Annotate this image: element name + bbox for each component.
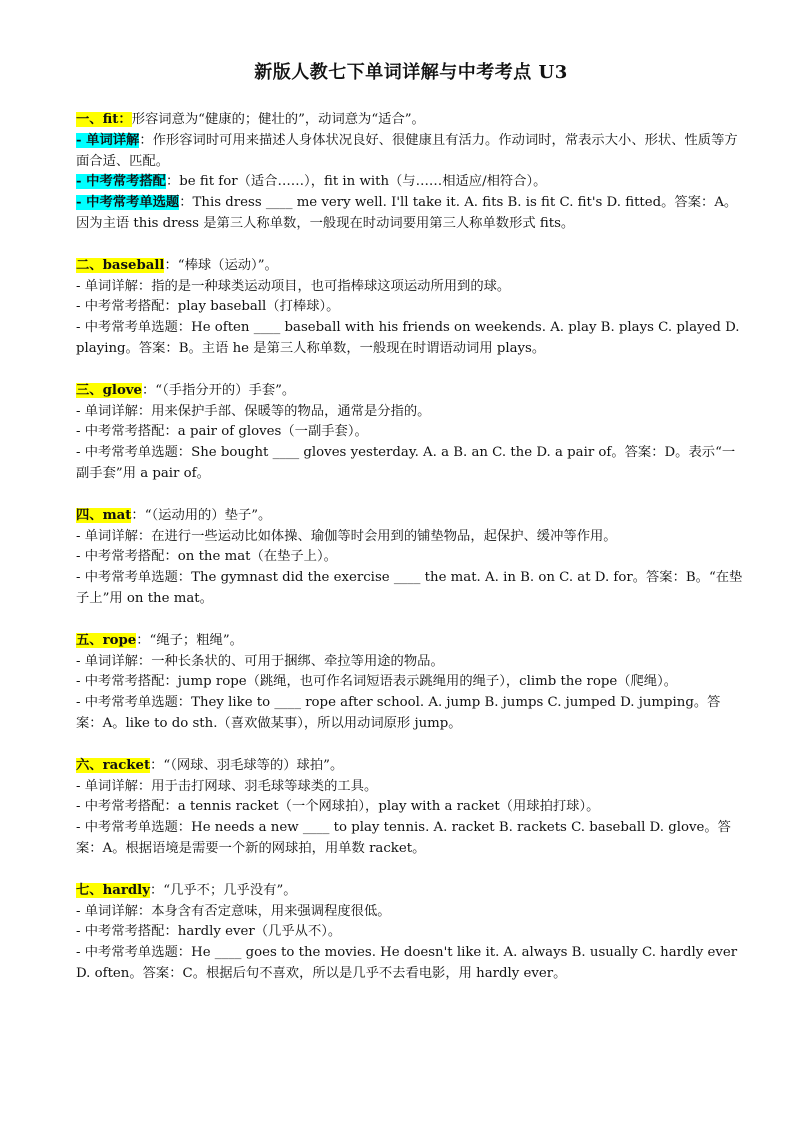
vocab-entry [76, 381, 746, 485]
detail-text: - 中考常考单选题：He needs a new ____ to play tennis. A. racket B. rackets C. baseball D. glove。答案：A。根据语境是需要一个新的网球拍，用单数 racket。 [76, 820, 731, 856]
entry-heading [76, 110, 746, 131]
page-title: 新版人教七下单词详解与中考考点 U3 [254, 62, 568, 83]
detail-text: - 中考常考单选题：They like to ____ rope after school. A. jump B. jumps C. jumped D. jumping。答案：A。like to do sth.（喜欢做某事），所以用动词原形 jump。 [76, 695, 721, 731]
entry-detail-line [76, 818, 746, 860]
entry-detail-line [76, 443, 746, 485]
entry-detail-line [76, 297, 746, 318]
entry-heading [76, 756, 746, 777]
detail-text: - 中考常考单选题：The gymnast did the exercise ____ the mat. A. in B. on C. at D. for。答案：B。“在垫子上”用 on the mat。 [76, 570, 743, 606]
entry-heading [76, 631, 746, 652]
detail-text: - 中考常考搭配：play baseball（打棒球）。 [76, 299, 340, 315]
detail-label: - 单词详解 [76, 132, 140, 148]
entries-list [76, 110, 746, 985]
entry-headword: 七、hardly [76, 882, 150, 898]
detail-text: - 中考常考搭配：a tennis racket（一个网球拍），play with a racket（用球拍打球）。 [76, 799, 600, 815]
entry-detail-line [76, 527, 746, 548]
vocab-entry [76, 756, 746, 860]
detail-text: - 中考常考搭配：on the mat（在垫子上）。 [76, 549, 337, 565]
entry-detail-line [76, 902, 746, 923]
vocab-entry [76, 256, 746, 360]
entry-detail-line [76, 922, 746, 943]
entry-detail-line [76, 172, 746, 193]
vocab-entry [76, 110, 746, 235]
entry-detail-line [76, 568, 746, 610]
entry-detail-line [76, 131, 746, 173]
entry-headword: 五、rope [76, 632, 137, 648]
detail-text: - 单词详解：用于击打网球、羽毛球等球类的工具。 [76, 778, 378, 794]
detail-text: ：作形容词时可用来描述人身体状况良好、很健康且有活力。作动词时，常表示大小、形状、性质等方面合适、匹配。 [76, 132, 738, 169]
detail-text: - 中考常考单选题：He ____ goes to the movies. He doesn't like it. A. always B. usually C. hardly ever D. often。答案：C。根据后句不喜欢，所以是几乎不去看电影，用 hardly ever。 [76, 945, 738, 981]
detail-text: - 单词详解：本身含有否定意味，用来强调程度很低。 [76, 903, 391, 919]
entry-detail-line [76, 672, 746, 693]
entry-detail-line [76, 943, 746, 985]
detail-text: - 中考常考搭配：a pair of gloves（一副手套）。 [76, 424, 368, 440]
entry-headword: 四、mat [76, 507, 132, 523]
vocab-entry [76, 881, 746, 985]
detail-label: - 中考常考搭配 [76, 174, 166, 190]
detail-text: - 单词详解：在进行一些运动比如体操、瑜伽等时会用到的铺垫物品，起保护、缓冲等作用。 [76, 528, 617, 544]
entry-heading [76, 506, 746, 527]
detail-text: - 中考常考单选题：She bought ____ gloves yesterday. A. a B. an C. the D. a pair of。答案：D。表示“一副手套”用 a pair of。 [76, 445, 736, 481]
entry-detail-line [76, 652, 746, 673]
entry-heading [76, 381, 746, 402]
entry-detail-line [76, 193, 746, 235]
entry-meaning: ：“（网球、羽毛球等的）球拍”。 [150, 757, 344, 773]
detail-text: - 中考常考搭配：hardly ever（几乎从不）。 [76, 924, 342, 940]
detail-label: - 中考常考单选题 [76, 195, 180, 211]
entry-meaning: ：“绳子；粗绳”。 [136, 632, 243, 648]
detail-text: - 单词详解：用来保护手部、保暖等的物品，通常是分指的。 [76, 403, 431, 419]
entry-heading [76, 881, 746, 902]
entry-detail-line [76, 422, 746, 443]
entry-meaning: ：“（手指分开的）手套”。 [142, 382, 296, 398]
detail-text: - 单词详解：指的是一种球类运动项目，也可指棒球这项运动所用到的球。 [76, 278, 511, 294]
detail-text: - 中考常考单选题：He often ____ baseball with his friends on weekends. A. play B. plays C. played D. playing。答案：B。主语 he 是第三人称单数，一般现在时谓语动词用 plays。 [76, 320, 740, 356]
entry-headword: 一、fit： [76, 112, 132, 127]
detail-text: ：be fit for（适合……），fit in with（与……相适应/相符合）。 [165, 174, 547, 190]
entry-detail-line [76, 777, 746, 798]
vocab-entry [76, 506, 746, 610]
detail-text: - 单词详解：一种长条状的、可用于捆绑、牵拉等用途的物品。 [76, 653, 444, 669]
entry-headword: 六、racket [76, 757, 151, 773]
entry-headword: 二、baseball [76, 257, 165, 273]
entry-detail-line [76, 402, 746, 423]
entry-meaning: ：“（运动用的）垫子”。 [131, 507, 272, 523]
vocab-entry [76, 631, 746, 735]
entry-detail-line [76, 318, 746, 360]
entry-detail-line [76, 547, 746, 568]
entry-detail-line [76, 693, 746, 735]
entry-headword: 三、glove [76, 382, 142, 398]
detail-text: ：This dress ____ me very well. I'll take it. A. fits B. is fit C. fit's D. fitted。答案：A。因为主语 this dress 是第三人称单数，一般现在时动词要用第三人称单数形式 fits。 [76, 195, 738, 231]
entry-detail-line [76, 797, 746, 818]
entry-detail-line [76, 277, 746, 298]
entry-meaning: ：“几乎不；几乎没有”。 [149, 882, 297, 898]
entry-meaning: ：“棒球（运动）”。 [164, 257, 278, 273]
entry-meaning: 形容词意为“健康的；健壮的”，动词意为“适合”。 [131, 112, 425, 127]
detail-text: - 中考常考搭配：jump rope（跳绳，也可作名词短语表示跳绳用的绳子），climb the rope（爬绳）。 [76, 674, 678, 690]
entry-heading [76, 256, 746, 277]
